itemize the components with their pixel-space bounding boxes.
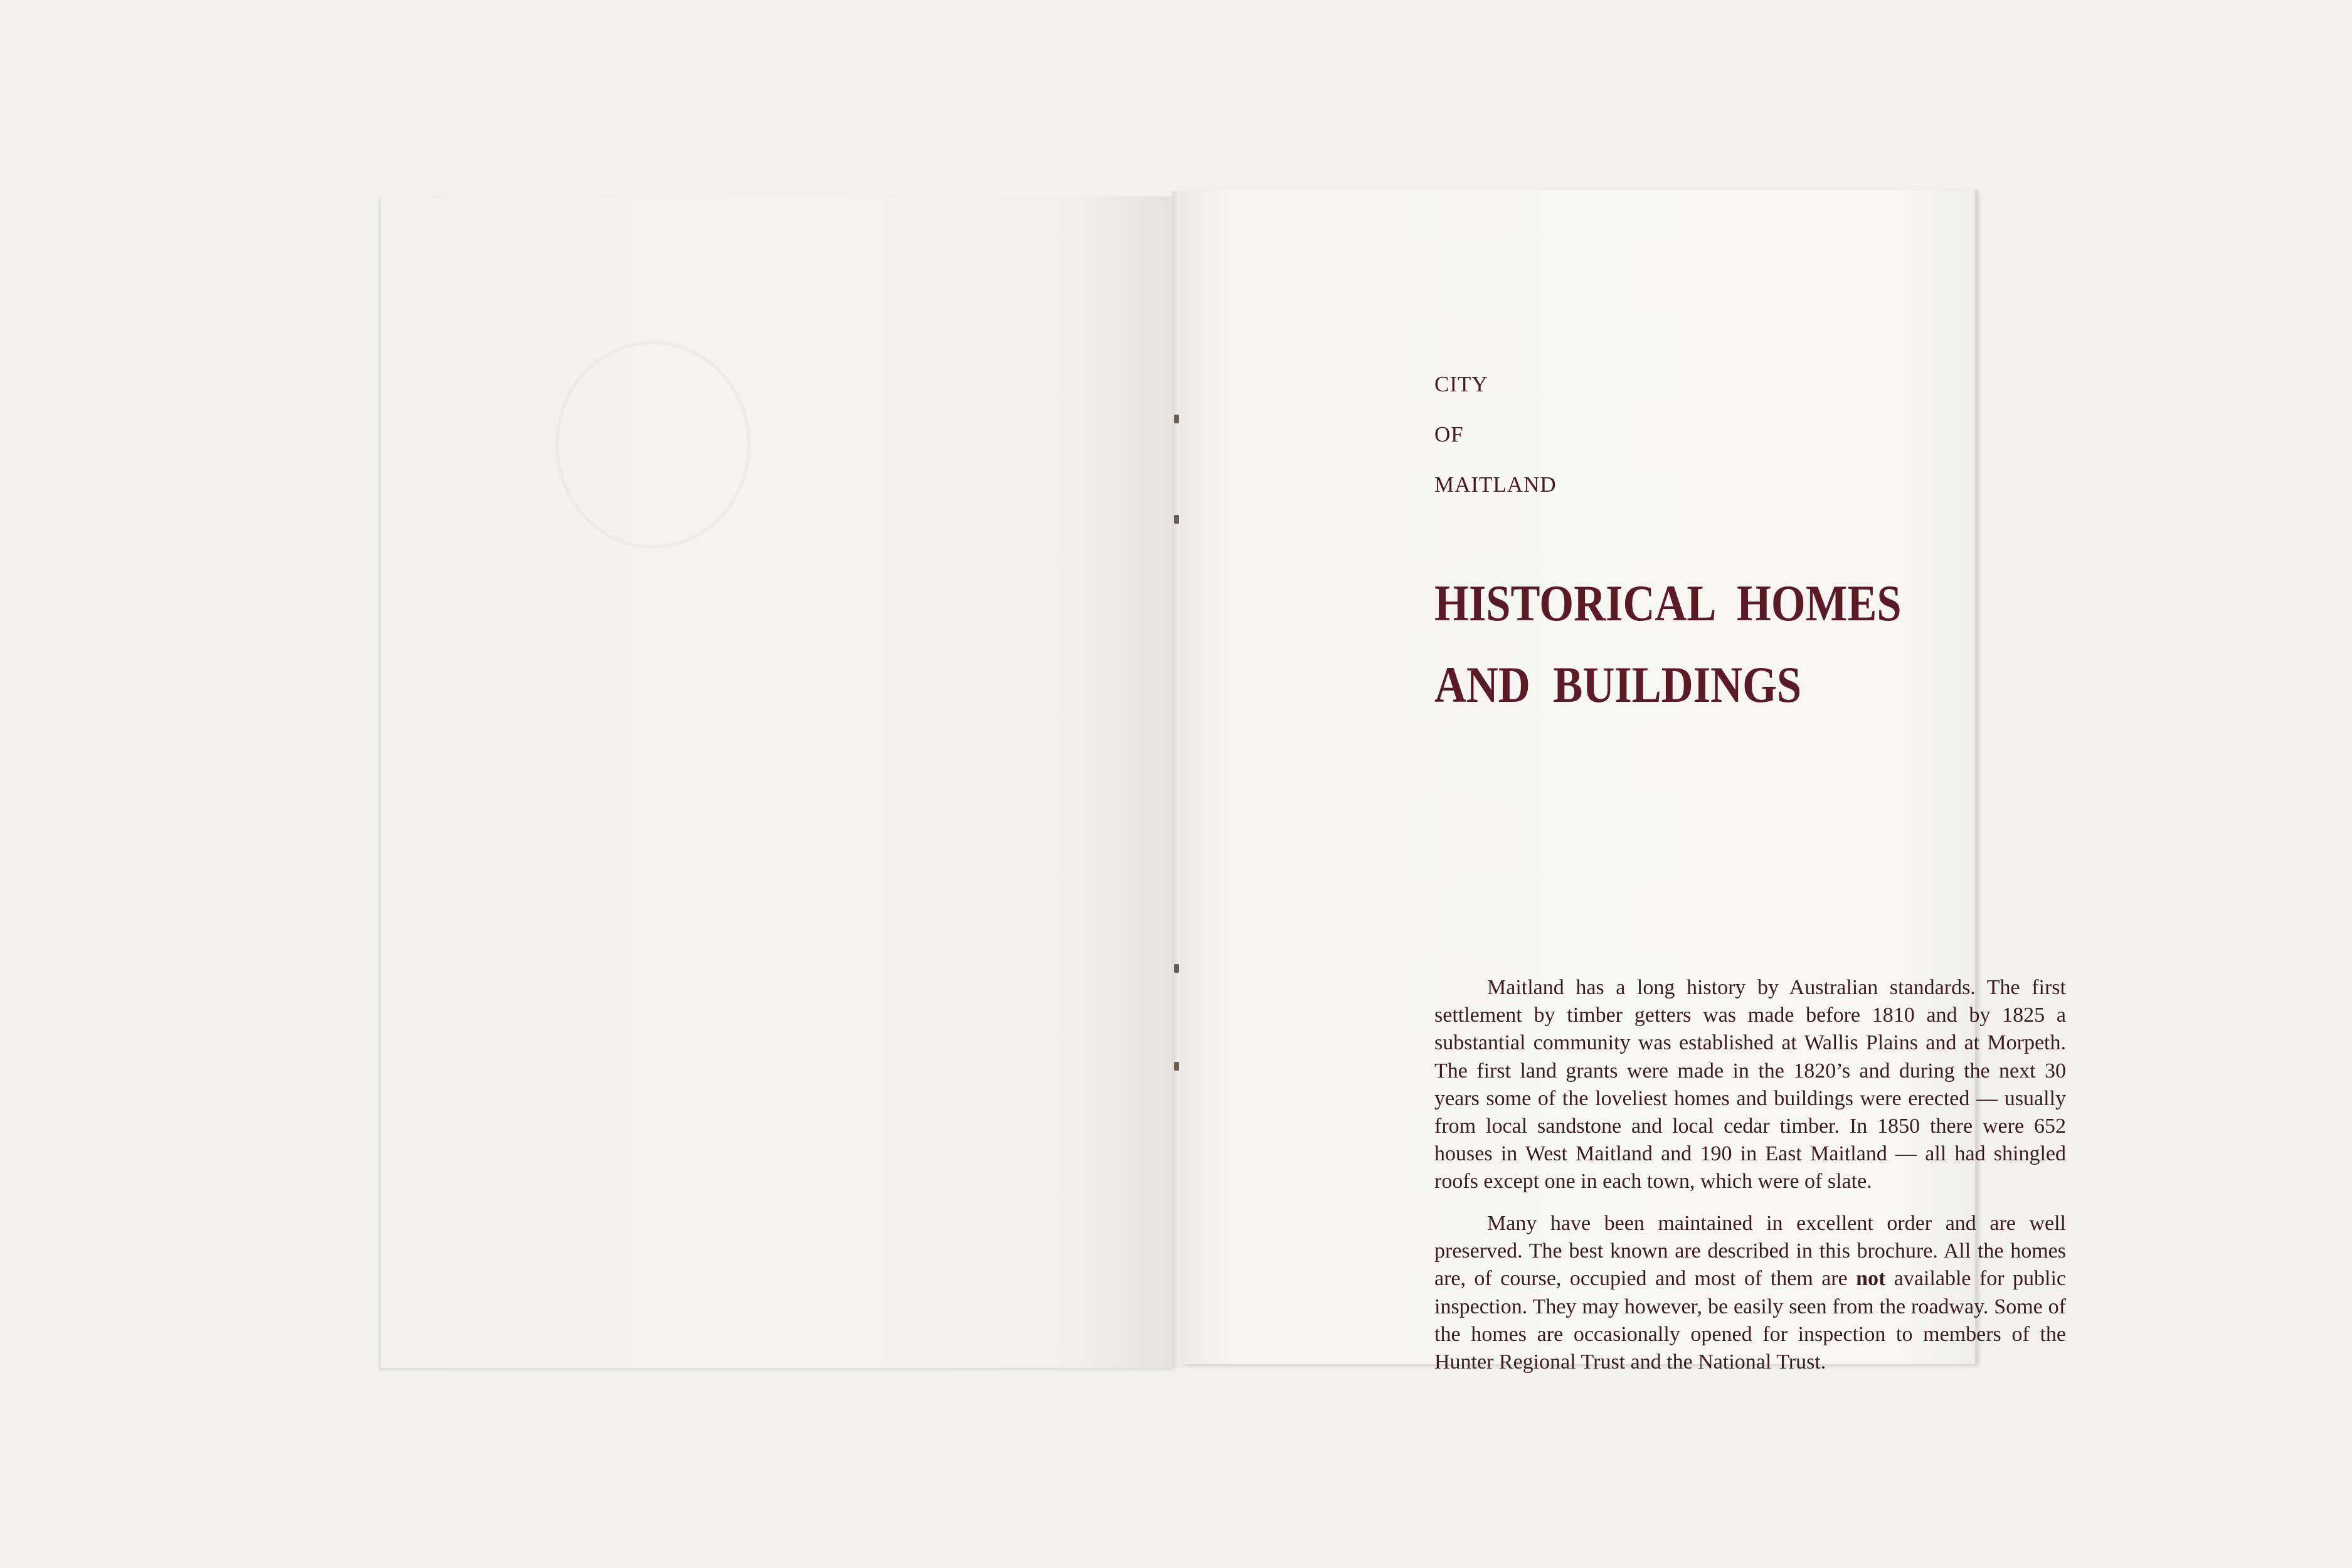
heading-maitland: MAITLAND — [1434, 472, 1557, 497]
left-page-blank — [381, 196, 1176, 1368]
heading-city: CITY — [1434, 372, 1488, 396]
show-through-crest — [555, 341, 751, 549]
open-booklet — [381, 190, 2066, 1374]
intro-paragraph: Maitland has a long history by Australian standards. The first settlement by timber getters was made before 1810 and by 1825 a substantial community was established at Wallis Plains and at Morpeth. The first land grants were made in the 1820’s and during the next 30 years some of the loveliest homes and buildings were erected — usually from local sandstone and local cedar timber. In 1850 there were 652 houses in West Maitland and 190 in East Maitland — all had shingled roofs except one in each town, which were of slate. — [1434, 976, 2066, 1194]
title-line-1: HISTORICAL HOMES — [1434, 575, 1902, 632]
emphasis-not: not — [1856, 1267, 1886, 1291]
staple-hole — [1174, 515, 1179, 524]
right-page — [1182, 190, 2066, 1374]
heading-of: OF — [1434, 422, 1464, 447]
second-paragraph — [1434, 1210, 2066, 1376]
staple-hole — [1174, 964, 1179, 973]
second-paragraph-part-2: available for public inspection. They may however, be easily seen from the roadway. Some of the homes are occasionally opened for inspection to members of the Hunter Regional Trust and the National Trust. — [1434, 1267, 2066, 1374]
show-through-ghost — [456, 516, 958, 924]
staple-hole — [1174, 1062, 1179, 1071]
title-line-2: AND BUILDINGS — [1434, 656, 1802, 713]
staple-hole — [1174, 415, 1179, 423]
second-paragraph-part-1: Many have been maintained in excellent order and are well preserved. The best known are described in this brochure. All the homes are, of course, occupied and most of them are — [1434, 1212, 2066, 1291]
